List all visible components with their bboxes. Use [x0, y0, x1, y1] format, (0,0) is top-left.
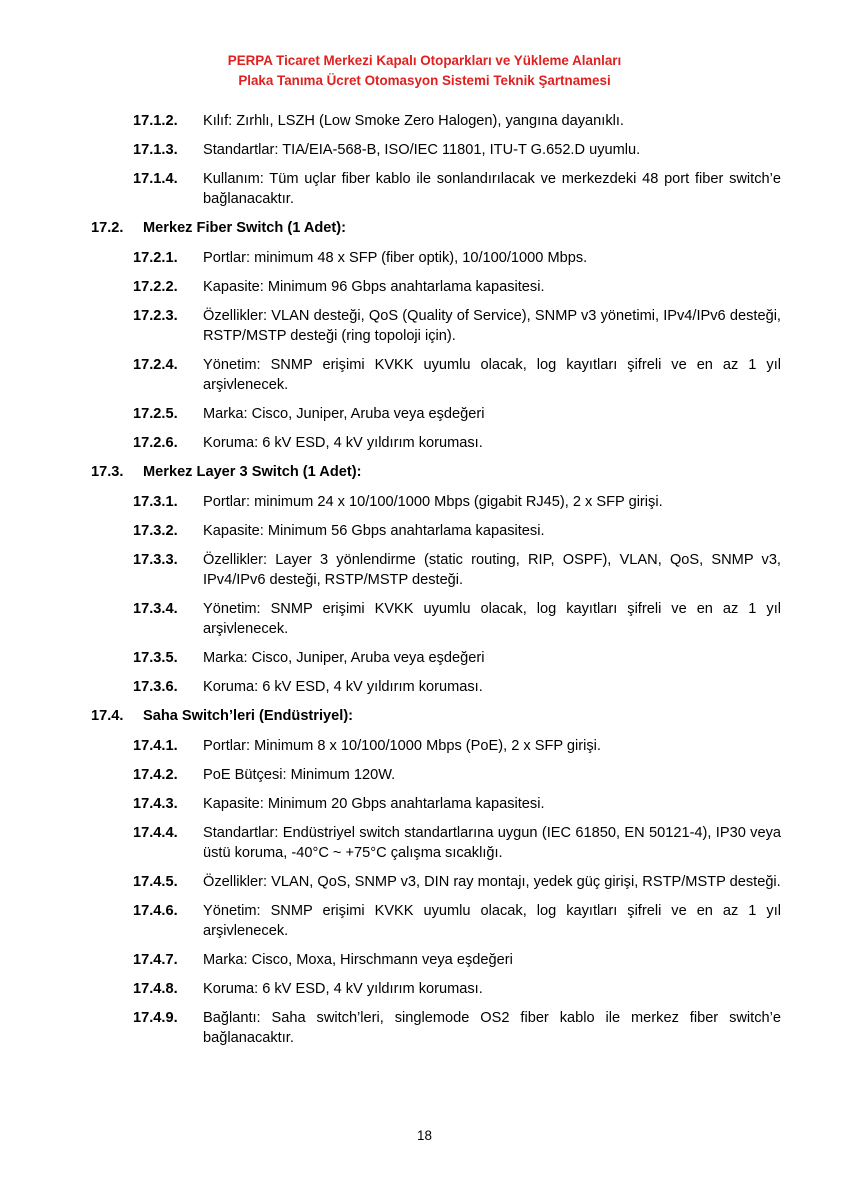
item-number: 17.3.4.	[133, 601, 178, 617]
specification-item	[0, 306, 849, 346]
item-text: Marka: Cisco, Moxa, Hirschmann veya eşdeğeri	[203, 952, 513, 968]
specification-item	[0, 950, 849, 970]
item-text: Portlar: minimum 24 x 10/100/1000 Mbps (gigabit RJ45), 2 x SFP girişi.	[203, 494, 663, 510]
specification-item	[0, 492, 849, 512]
section-title: Merkez Layer 3 Switch (1 Adet):	[143, 464, 362, 480]
item-number: 17.2.1.	[133, 250, 178, 266]
section-number: 17.4.	[91, 708, 124, 724]
item-text: Koruma: 6 kV ESD, 4 kV yıldırım koruması.	[203, 981, 483, 997]
specification-item	[0, 599, 849, 639]
item-number: 17.4.1.	[133, 738, 178, 754]
item-text: PoE Bütçesi: Minimum 120W.	[203, 767, 396, 783]
item-text: Portlar: Minimum 8 x 10/100/1000 Mbps (PoE), 2 x SFP girişi.	[203, 738, 601, 754]
specification-item	[0, 355, 849, 395]
item-number: 17.3.2.	[133, 523, 178, 539]
item-text: Özellikler: VLAN, QoS, SNMP v3, DIN ray montajı, yedek güç girişi, RSTP/MSTP desteği.	[203, 874, 781, 890]
specification-item	[0, 169, 849, 209]
item-text: Özellikler: VLAN desteği, QoS (Quality of Service), SNMP v3 yönetimi, IPv4/IPv6 desteği, RSTP/MSTP desteği (ring topoloji için).	[203, 308, 781, 344]
page-number: 18	[417, 1128, 432, 1143]
item-text: Marka: Cisco, Juniper, Aruba veya eşdeğeri	[203, 650, 485, 666]
item-text: Kapasite: Minimum 96 Gbps anahtarlama kapasitesi.	[203, 279, 545, 295]
item-text: Yönetim: SNMP erişimi KVKK uyumlu olacak, log kayıtları şifreli ve en az 1 yıl arşivlenecek.	[203, 601, 781, 637]
item-number: 17.2.3.	[133, 308, 178, 324]
document-body	[0, 111, 849, 1057]
section-heading	[0, 462, 849, 482]
specification-item	[0, 901, 849, 941]
section-number: 17.3.	[91, 464, 124, 480]
item-text: Özellikler: Layer 3 yönlendirme (static routing, RIP, OSPF), VLAN, QoS, SNMP v3, IPv4/IPv6 desteği, RSTP/MSTP desteği.	[203, 552, 781, 588]
item-text: Kılıf: Zırhlı, LSZH (Low Smoke Zero Halogen), yangına dayanıklı.	[203, 113, 624, 129]
item-number: 17.2.2.	[133, 279, 178, 295]
item-number: 17.3.6.	[133, 679, 178, 695]
specification-item	[0, 648, 849, 668]
item-text: Yönetim: SNMP erişimi KVKK uyumlu olacak, log kayıtları şifreli ve en az 1 yıl arşivlenecek.	[203, 357, 781, 393]
item-number: 17.3.1.	[133, 494, 178, 510]
section-heading	[0, 706, 849, 726]
item-number: 17.4.3.	[133, 796, 178, 812]
item-text: Kapasite: Minimum 20 Gbps anahtarlama kapasitesi.	[203, 796, 545, 812]
item-text: Bağlantı: Saha switch’leri, singlemode OS2 fiber kablo ile merkez fiber switch’e bağlanacaktır.	[203, 1010, 781, 1046]
header-title-line-2: Plaka Tanıma Ücret Otomasyon Sistemi Teknik Şartnamesi	[238, 73, 611, 88]
specification-item	[0, 1008, 849, 1048]
item-number: 17.1.2.	[133, 113, 178, 129]
item-text: Kullanım: Tüm uçlar fiber kablo ile sonlandırılacak ve merkezdeki 48 port fiber switch’e bağlanacaktır.	[203, 171, 781, 207]
section-title: Saha Switch’leri (Endüstriyel):	[143, 708, 354, 724]
item-text: Marka: Cisco, Juniper, Aruba veya eşdeğeri	[203, 406, 485, 422]
specification-item	[0, 277, 849, 297]
header-title-line-1: PERPA Ticaret Merkezi Kapalı Otoparkları ve Yükleme Alanları	[227, 53, 622, 68]
item-text: Koruma: 6 kV ESD, 4 kV yıldırım koruması.	[203, 679, 483, 695]
item-number: 17.3.3.	[133, 552, 178, 568]
specification-item	[0, 823, 849, 863]
section-number: 17.2.	[91, 220, 124, 236]
specification-item	[0, 404, 849, 424]
item-text: Kapasite: Minimum 56 Gbps anahtarlama kapasitesi.	[203, 523, 545, 539]
specification-item	[0, 111, 849, 131]
item-number: 17.3.5.	[133, 650, 178, 666]
specification-item	[0, 677, 849, 697]
specification-item	[0, 736, 849, 756]
item-number: 17.1.4.	[133, 171, 178, 187]
item-number: 17.1.3.	[133, 142, 178, 158]
item-text: Standartlar: Endüstriyel switch standartlarına uygun (IEC 61850, EN 50121-4), IP30 veya üstü koruma, -40°C ~ +75°C çalışma sıcaklığı.	[203, 825, 781, 861]
item-number: 17.4.6.	[133, 903, 178, 919]
item-number: 17.2.4.	[133, 357, 178, 373]
specification-item	[0, 433, 849, 453]
specification-item	[0, 248, 849, 268]
specification-item	[0, 979, 849, 999]
item-number: 17.4.4.	[133, 825, 178, 841]
item-number: 17.4.8.	[133, 981, 178, 997]
specification-item	[0, 140, 849, 160]
specification-item	[0, 872, 849, 892]
item-number: 17.4.7.	[133, 952, 178, 968]
item-text: Portlar: minimum 48 x SFP (fiber optik), 10/100/1000 Mbps.	[203, 250, 588, 266]
specification-item	[0, 521, 849, 541]
item-number: 17.4.9.	[133, 1010, 178, 1026]
item-number: 17.4.5.	[133, 874, 178, 890]
section-title: Merkez Fiber Switch (1 Adet):	[143, 220, 346, 236]
specification-item	[0, 765, 849, 785]
document-header	[0, 51, 849, 91]
item-number: 17.2.6.	[133, 435, 178, 451]
item-text: Koruma: 6 kV ESD, 4 kV yıldırım koruması.	[203, 435, 483, 451]
item-number: 17.4.2.	[133, 767, 178, 783]
specification-item	[0, 794, 849, 814]
item-number: 17.2.5.	[133, 406, 178, 422]
specification-item	[0, 550, 849, 590]
item-text: Standartlar: TIA/EIA-568-B, ISO/IEC 11801, ITU-T G.652.D uyumlu.	[203, 142, 641, 158]
item-text: Yönetim: SNMP erişimi KVKK uyumlu olacak, log kayıtları şifreli ve en az 1 yıl arşivlenecek.	[203, 903, 781, 939]
section-heading	[0, 218, 849, 238]
